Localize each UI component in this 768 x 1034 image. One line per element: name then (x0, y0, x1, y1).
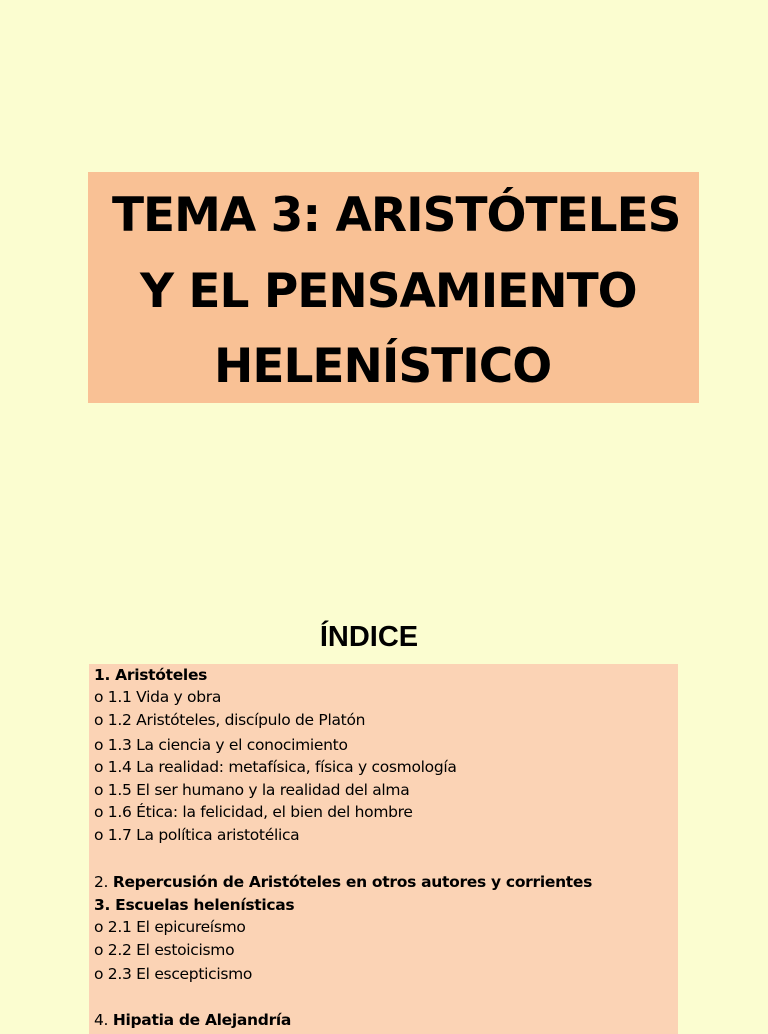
section-3-heading: 3. Escuelas helenísticas (94, 896, 295, 914)
section-1-heading: 1. Aristóteles (94, 666, 208, 684)
index-item-1-6: o 1.6 Ética: la felicidad, el bien del hombre (94, 803, 413, 821)
title-line-2: Y EL PENSAMIENTO (140, 264, 637, 319)
title-box (88, 172, 699, 403)
index-box (89, 664, 678, 1034)
section-4-number: 4. (94, 1011, 113, 1029)
index-item-2-2: o 2.2 El estoicismo (94, 941, 235, 959)
section-4-title: Hipatia de Alejandría (112, 1011, 292, 1029)
index-item-1-5: o 1.5 El ser humano y la realidad del alma (94, 781, 410, 799)
index-item-2-3: o 2.3 El escepticismo (94, 965, 253, 983)
index-item-1-7: o 1.7 La política aristotélica (94, 826, 300, 844)
title-line-3: HELENÍSTICO (214, 339, 552, 394)
section-2-heading (94, 875, 592, 891)
index-item-1-2: o 1.2 Aristóteles, discípulo de Platón (94, 711, 366, 729)
section-2-title: Repercusión de Aristóteles en otros autores y corrientes (112, 873, 593, 891)
index-item-2-1: o 2.1 El epicureísmo (94, 918, 246, 936)
index-item-1-1: o 1.1 Vida y obra (94, 688, 222, 706)
index-item-1-3: o 1.3 La ciencia y el conocimiento (94, 736, 348, 754)
section-2-number: 2. (94, 873, 113, 891)
title-line-1: TEMA 3: ARISTÓTELES (112, 188, 681, 243)
index-item-1-4: o 1.4 La realidad: metafísica, física y cosmología (94, 758, 457, 776)
index-heading: ÍNDICE (319, 621, 419, 653)
section-4-heading (94, 1013, 291, 1029)
